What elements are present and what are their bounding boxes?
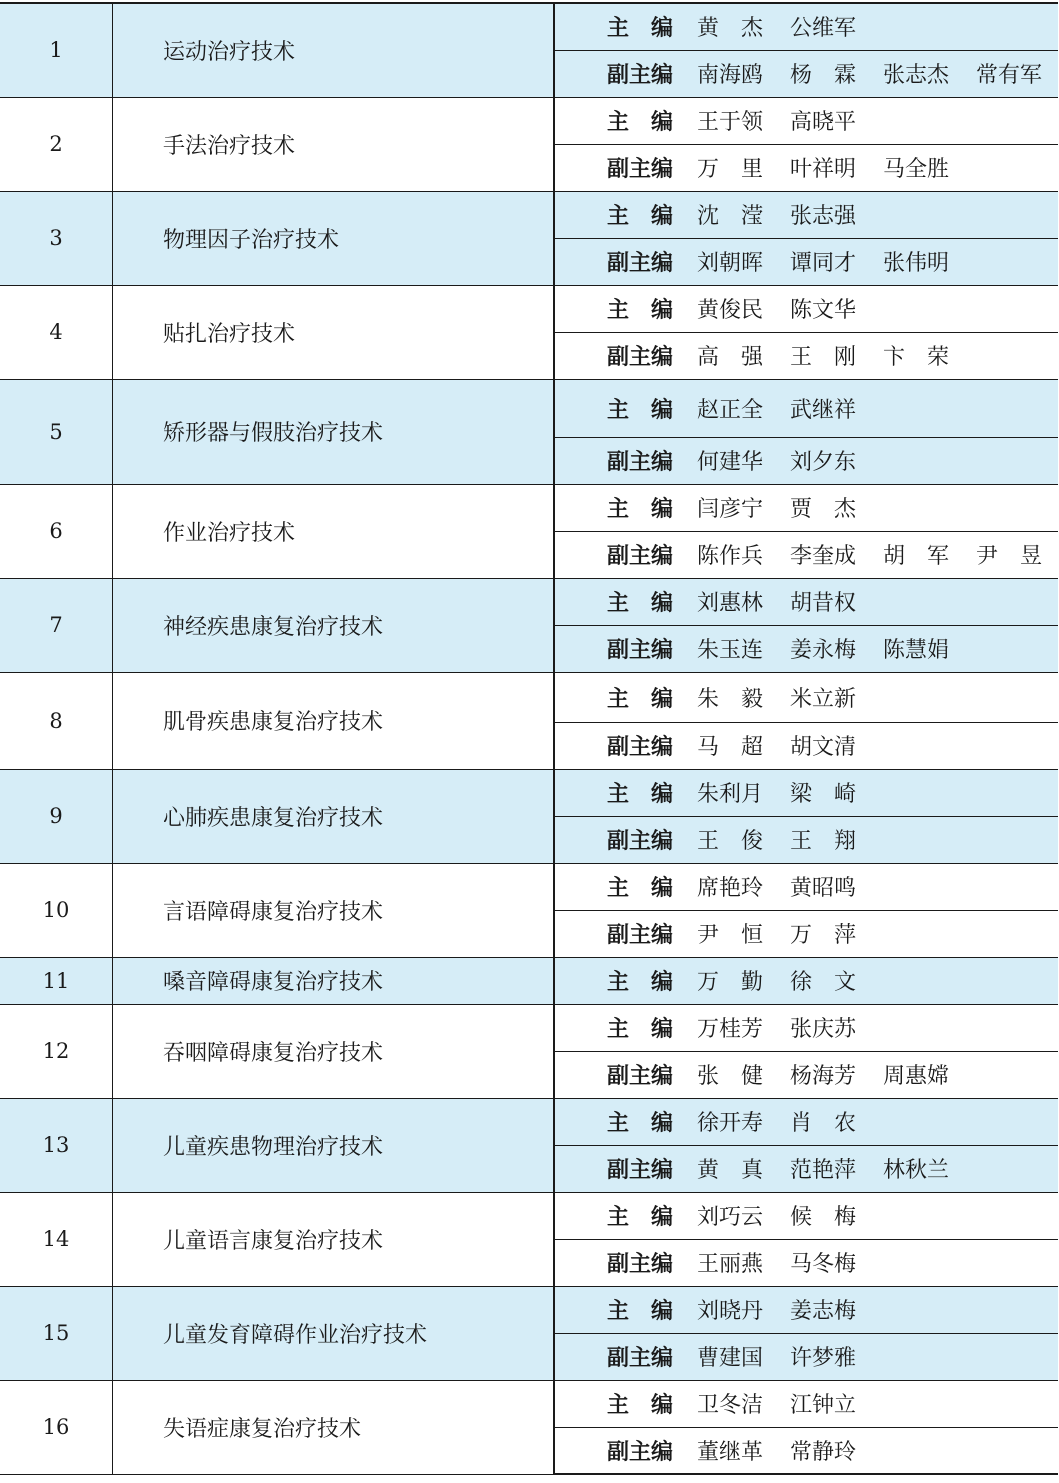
book-title: 运动治疗技术 xyxy=(113,3,555,97)
editor-names xyxy=(697,191,1058,238)
book-number: 3 xyxy=(0,191,113,285)
editor-names xyxy=(697,379,1058,437)
editor-name: 徐 文 xyxy=(790,970,857,995)
editor-name: 武继祥 xyxy=(790,397,857,423)
editor-name: 席艳玲 xyxy=(697,876,764,901)
editor-name: 万 萍 xyxy=(790,923,857,948)
textbook-editor-table xyxy=(0,2,1058,1475)
editor-name: 徐开寿 xyxy=(697,1111,764,1136)
editor-role-label: 主 编 xyxy=(607,297,674,323)
book-number: 10 xyxy=(0,863,113,957)
editor-names xyxy=(697,1333,1058,1380)
editor-names xyxy=(697,437,1058,484)
associate-editor-role-label: 副主编 xyxy=(554,1427,697,1474)
book-row xyxy=(0,1380,1058,1427)
editor-name: 黄 杰 xyxy=(697,16,764,42)
editor-names xyxy=(697,3,1058,50)
editor-name: 朱 毅 xyxy=(697,686,764,712)
editor-name: 杨 霖 xyxy=(790,63,857,88)
associate-editor-role-label: 副主编 xyxy=(554,816,697,863)
editor-name: 沈 滢 xyxy=(697,204,764,229)
editor-names xyxy=(697,722,1058,769)
editor-name: 叶祥明 xyxy=(790,157,857,182)
editor-role-label: 主 编 xyxy=(554,957,697,1004)
editor-names xyxy=(697,1145,1058,1192)
editor-name: 王于领 xyxy=(697,110,764,135)
editor-name: 杨海芳 xyxy=(790,1064,857,1089)
book-title: 贴扎治疗技术 xyxy=(113,285,555,379)
editor-name: 尹 昱 xyxy=(976,544,1043,569)
book-number: 4 xyxy=(0,285,113,379)
editor-name: 朱利月 xyxy=(697,782,764,807)
book-row xyxy=(0,578,1058,625)
editor-role-label: 主 编 xyxy=(607,1392,674,1418)
book-title: 物理因子治疗技术 xyxy=(113,191,555,285)
editor-role-label: 主 编 xyxy=(554,769,697,816)
editor-role-label: 主 编 xyxy=(554,578,697,625)
book-row xyxy=(0,1004,1058,1051)
editor-names xyxy=(697,1427,1058,1474)
editor-name: 王丽燕 xyxy=(697,1252,764,1277)
editor-name: 曹建国 xyxy=(697,1346,764,1371)
editor-name: 刘巧云 xyxy=(697,1205,764,1230)
editor-name: 马全胜 xyxy=(883,157,950,182)
editor-names xyxy=(697,957,1058,1004)
editor-role-label: 主 编 xyxy=(607,685,674,712)
editor-name: 候 梅 xyxy=(790,1205,857,1230)
editor-name: 万 里 xyxy=(697,157,764,182)
editor-names xyxy=(697,625,1058,672)
book-row xyxy=(0,1286,1058,1333)
book-title: 吞咽障碍康复治疗技术 xyxy=(113,1004,555,1098)
book-number: 5 xyxy=(0,379,113,484)
editor-name: 黄俊民 xyxy=(697,298,764,323)
editor-name: 谭同才 xyxy=(790,251,857,276)
associate-editor-role-label: 副主编 xyxy=(554,238,697,285)
editor-name: 陈作兵 xyxy=(697,544,764,569)
editor-name: 朱玉连 xyxy=(697,638,764,663)
editor-names xyxy=(697,1380,1058,1427)
associate-editor-role-label: 副主编 xyxy=(554,437,697,484)
book-row xyxy=(0,769,1058,816)
editor-name: 常静玲 xyxy=(790,1439,857,1465)
book-number: 9 xyxy=(0,769,113,863)
editor-names xyxy=(697,1239,1058,1286)
book-number: 11 xyxy=(0,957,113,1004)
editor-name: 张庆苏 xyxy=(790,1017,857,1042)
editor-names xyxy=(697,1051,1058,1098)
editor-name: 公维军 xyxy=(790,16,857,42)
book-title: 嗓音障碍康复治疗技术 xyxy=(113,957,555,1004)
book-row xyxy=(0,97,1058,144)
editor-name: 米立新 xyxy=(790,686,857,712)
associate-editor-role-label: 副主编 xyxy=(554,1145,697,1192)
book-title: 儿童发育障碍作业治疗技术 xyxy=(113,1286,555,1380)
table-body xyxy=(0,3,1058,1474)
editor-name: 林秋兰 xyxy=(883,1158,950,1183)
editor-role-label: 主 编 xyxy=(554,379,697,437)
editor-name: 刘惠林 xyxy=(697,591,764,616)
editor-names xyxy=(697,863,1058,910)
editor-role-label: 主 编 xyxy=(607,1016,674,1042)
associate-editor-role-label: 副主编 xyxy=(554,50,697,97)
book-number: 13 xyxy=(0,1098,113,1192)
book-number: 8 xyxy=(0,672,113,769)
editor-name: 胡 军 xyxy=(883,544,950,569)
book-title: 言语障碍康复治疗技术 xyxy=(113,863,555,957)
book-row xyxy=(0,285,1058,332)
editor-name: 赵正全 xyxy=(697,397,764,423)
editor-role-label: 主 编 xyxy=(607,1204,674,1230)
book-title: 失语症康复治疗技术 xyxy=(113,1380,555,1474)
editor-role-label: 主 编 xyxy=(607,875,674,901)
editor-names xyxy=(697,578,1058,625)
associate-editor-role-label: 副主编 xyxy=(554,722,697,769)
editor-name: 陈文华 xyxy=(790,298,857,323)
book-row xyxy=(0,1098,1058,1145)
editor-name: 马冬梅 xyxy=(790,1252,857,1277)
editor-role-label: 主 编 xyxy=(607,109,674,135)
editor-name: 胡昔权 xyxy=(790,591,857,616)
editor-name: 张 健 xyxy=(697,1064,764,1089)
editor-name: 姜志梅 xyxy=(790,1299,857,1324)
editor-name: 南海鸥 xyxy=(697,63,764,88)
editor-name: 万 勤 xyxy=(697,970,764,995)
editor-name: 刘夕东 xyxy=(790,450,857,475)
associate-editor-role-label: 副主编 xyxy=(554,1051,697,1098)
book-title: 作业治疗技术 xyxy=(113,484,555,578)
editor-name: 万桂芳 xyxy=(697,1017,764,1042)
book-title: 神经疾患康复治疗技术 xyxy=(113,578,555,672)
editor-names xyxy=(697,238,1058,285)
editor-names xyxy=(697,484,1058,531)
editor-role-label: 主 编 xyxy=(554,1286,697,1333)
book-number: 16 xyxy=(0,1380,113,1474)
editor-name: 江钟立 xyxy=(790,1393,857,1418)
editor-names xyxy=(697,1004,1058,1051)
book-title: 矫形器与假肢治疗技术 xyxy=(113,379,555,484)
book-row xyxy=(0,191,1058,238)
editor-name: 张伟明 xyxy=(883,251,950,276)
editor-name: 卫冬洁 xyxy=(697,1393,764,1418)
editor-names xyxy=(697,1192,1058,1239)
editor-name: 尹 恒 xyxy=(697,923,764,948)
associate-editor-role-label: 副主编 xyxy=(554,1239,697,1286)
associate-editor-role-label: 副主编 xyxy=(554,531,697,578)
editor-names xyxy=(697,97,1058,144)
book-title: 手法治疗技术 xyxy=(113,97,555,191)
editor-name: 姜永梅 xyxy=(790,638,857,663)
associate-editor-role-label: 副主编 xyxy=(554,144,697,191)
editor-name: 黄昭鸣 xyxy=(790,876,857,901)
editor-role-label: 主 编 xyxy=(607,496,674,522)
editor-name: 卞 荣 xyxy=(883,345,950,370)
editor-role-label: 主 编 xyxy=(554,191,697,238)
editor-name: 张志杰 xyxy=(883,63,950,88)
editor-name: 胡文清 xyxy=(790,735,857,760)
editor-name: 李奎成 xyxy=(790,544,857,569)
editor-names xyxy=(697,332,1058,379)
editor-name: 范艳萍 xyxy=(790,1158,857,1183)
book-number: 15 xyxy=(0,1286,113,1380)
editor-name: 陈慧娟 xyxy=(883,638,950,663)
associate-editor-role-label: 副主编 xyxy=(554,625,697,672)
book-row xyxy=(0,1192,1058,1239)
associate-editor-role-label: 副主编 xyxy=(554,910,697,957)
editor-names xyxy=(697,769,1058,816)
editor-name: 黄 真 xyxy=(697,1158,764,1183)
book-number: 7 xyxy=(0,578,113,672)
editor-name: 许梦雅 xyxy=(790,1346,857,1371)
book-number: 6 xyxy=(0,484,113,578)
editor-name: 常有军 xyxy=(976,63,1043,88)
editor-names xyxy=(697,531,1058,578)
book-row xyxy=(0,484,1058,531)
editor-role-label: 主 编 xyxy=(554,1098,697,1145)
editor-names xyxy=(697,910,1058,957)
book-row xyxy=(0,863,1058,910)
editor-name: 周惠嫦 xyxy=(883,1064,950,1089)
editor-names xyxy=(697,50,1058,97)
book-row xyxy=(0,3,1058,50)
book-row xyxy=(0,957,1058,1004)
book-number: 1 xyxy=(0,3,113,97)
associate-editor-role-label: 副主编 xyxy=(554,1333,697,1380)
associate-editor-role-label: 副主编 xyxy=(554,332,697,379)
book-title: 心肺疾患康复治疗技术 xyxy=(113,769,555,863)
editor-name: 肖 农 xyxy=(790,1111,857,1136)
editor-name: 刘朝晖 xyxy=(697,251,764,276)
editor-names xyxy=(697,1098,1058,1145)
editor-name: 何建华 xyxy=(697,450,764,475)
editor-name: 高晓平 xyxy=(790,110,857,135)
editor-name: 梁 崎 xyxy=(790,782,857,807)
book-row xyxy=(0,379,1058,437)
editor-names xyxy=(697,285,1058,332)
editor-role-label: 主 编 xyxy=(554,3,697,50)
editor-name: 马 超 xyxy=(697,735,764,760)
editor-names xyxy=(697,1286,1058,1333)
editor-name: 董继革 xyxy=(697,1439,764,1465)
editor-names xyxy=(697,144,1058,191)
editor-names xyxy=(697,672,1058,722)
book-number: 14 xyxy=(0,1192,113,1286)
editor-name: 王 俊 xyxy=(697,829,764,854)
editor-name: 高 强 xyxy=(697,345,764,370)
editor-name: 刘晓丹 xyxy=(697,1299,764,1324)
editor-name: 闫彦宁 xyxy=(697,497,764,522)
book-number: 2 xyxy=(0,97,113,191)
book-title: 儿童疾患物理治疗技术 xyxy=(113,1098,555,1192)
editor-name: 王 翔 xyxy=(790,829,857,854)
book-number: 12 xyxy=(0,1004,113,1098)
editor-names xyxy=(697,816,1058,863)
editor-name: 王 刚 xyxy=(790,345,857,370)
book-title: 肌骨疾患康复治疗技术 xyxy=(113,672,555,769)
editor-name: 贾 杰 xyxy=(790,497,857,522)
book-row xyxy=(0,672,1058,722)
book-title: 儿童语言康复治疗技术 xyxy=(113,1192,555,1286)
editor-name: 张志强 xyxy=(790,204,857,229)
